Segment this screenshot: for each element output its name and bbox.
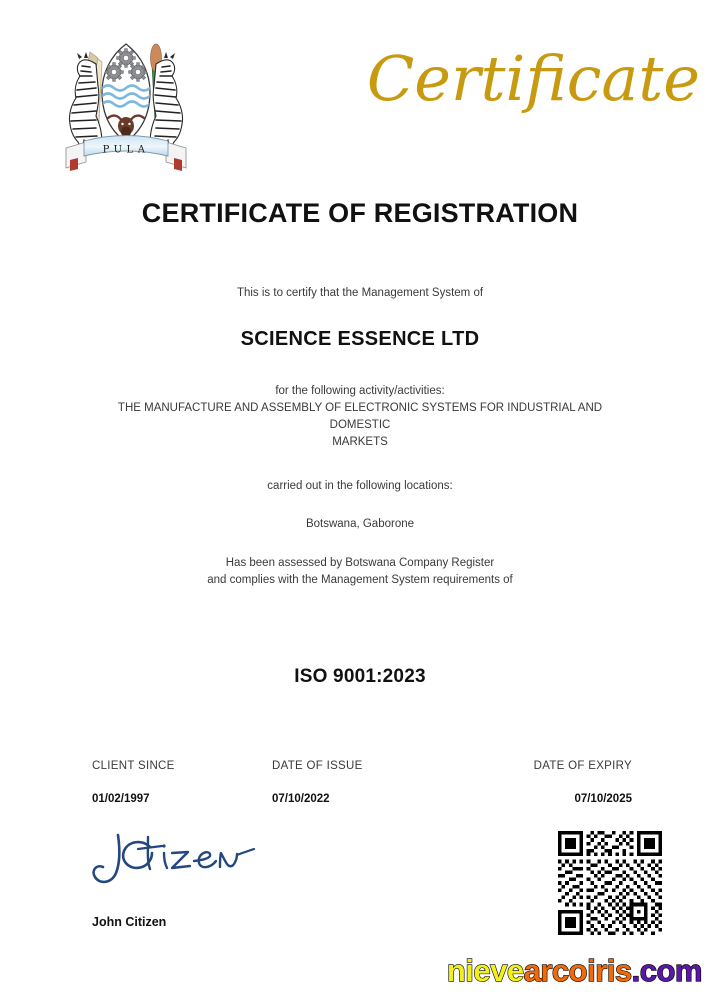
watermark-part-arcoiris: arcoiris xyxy=(523,953,632,988)
page-title: CERTIFICATE OF REGISTRATION xyxy=(141,198,579,228)
assessed-line-1: Has been assessed by Botswana Company Register xyxy=(225,557,495,570)
certificate-body xyxy=(0,285,720,588)
signer-name: John Citizen xyxy=(92,915,167,930)
signature-qr-row xyxy=(0,823,720,963)
date-column-date-of-issue xyxy=(272,760,452,805)
activities-label: for the following activity/activities: xyxy=(275,384,445,397)
company-name: SCIENCE ESSENCE LTD xyxy=(240,327,480,350)
locations-value: Botswana, Gaborone xyxy=(305,518,415,531)
watermark-part-com: .com xyxy=(631,953,702,988)
activities-line-1: THE MANUFACTURE AND ASSEMBLY OF ELECTRONIC SYSTEMS FOR INDUSTRIAL AND xyxy=(117,401,603,414)
qr-code xyxy=(558,831,662,935)
date-of-issue-label: DATE OF ISSUE xyxy=(272,760,363,773)
shield-shape xyxy=(102,44,150,142)
assessed-line-2: and complies with the Management System requirements of xyxy=(207,573,513,586)
dates-row xyxy=(0,760,720,805)
botswana-coat-of-arms-icon xyxy=(46,28,206,173)
date-column-client-since xyxy=(92,760,272,805)
date-column-date-of-expiry xyxy=(452,760,632,805)
signature-mark xyxy=(80,823,270,903)
certificate-header xyxy=(0,0,720,180)
iso-standard: ISO 9001:2023 xyxy=(294,666,426,688)
client-since-value: 01/02/1997 xyxy=(92,793,150,806)
date-of-expiry-label: DATE OF EXPIRY xyxy=(533,760,632,773)
activities-block xyxy=(0,383,720,452)
pula-ribbon-shape xyxy=(66,136,186,172)
activities-line-2: DOMESTIC xyxy=(329,419,391,432)
activities-line-3: MARKETS xyxy=(332,436,388,449)
site-watermark xyxy=(447,955,702,986)
date-of-expiry-value: 07/10/2025 xyxy=(574,793,632,806)
watermark-part-nieve: nieve xyxy=(446,953,524,988)
client-since-label: CLIENT SINCE xyxy=(92,760,175,773)
certify-line: This is to certify that the Management System of xyxy=(236,287,484,299)
certificate-script-word: Certificate xyxy=(366,42,700,115)
date-of-issue-value: 07/10/2022 xyxy=(272,793,330,806)
pula-motto-text: PULA xyxy=(102,144,150,156)
locations-label: carried out in the following locations: xyxy=(267,479,453,492)
